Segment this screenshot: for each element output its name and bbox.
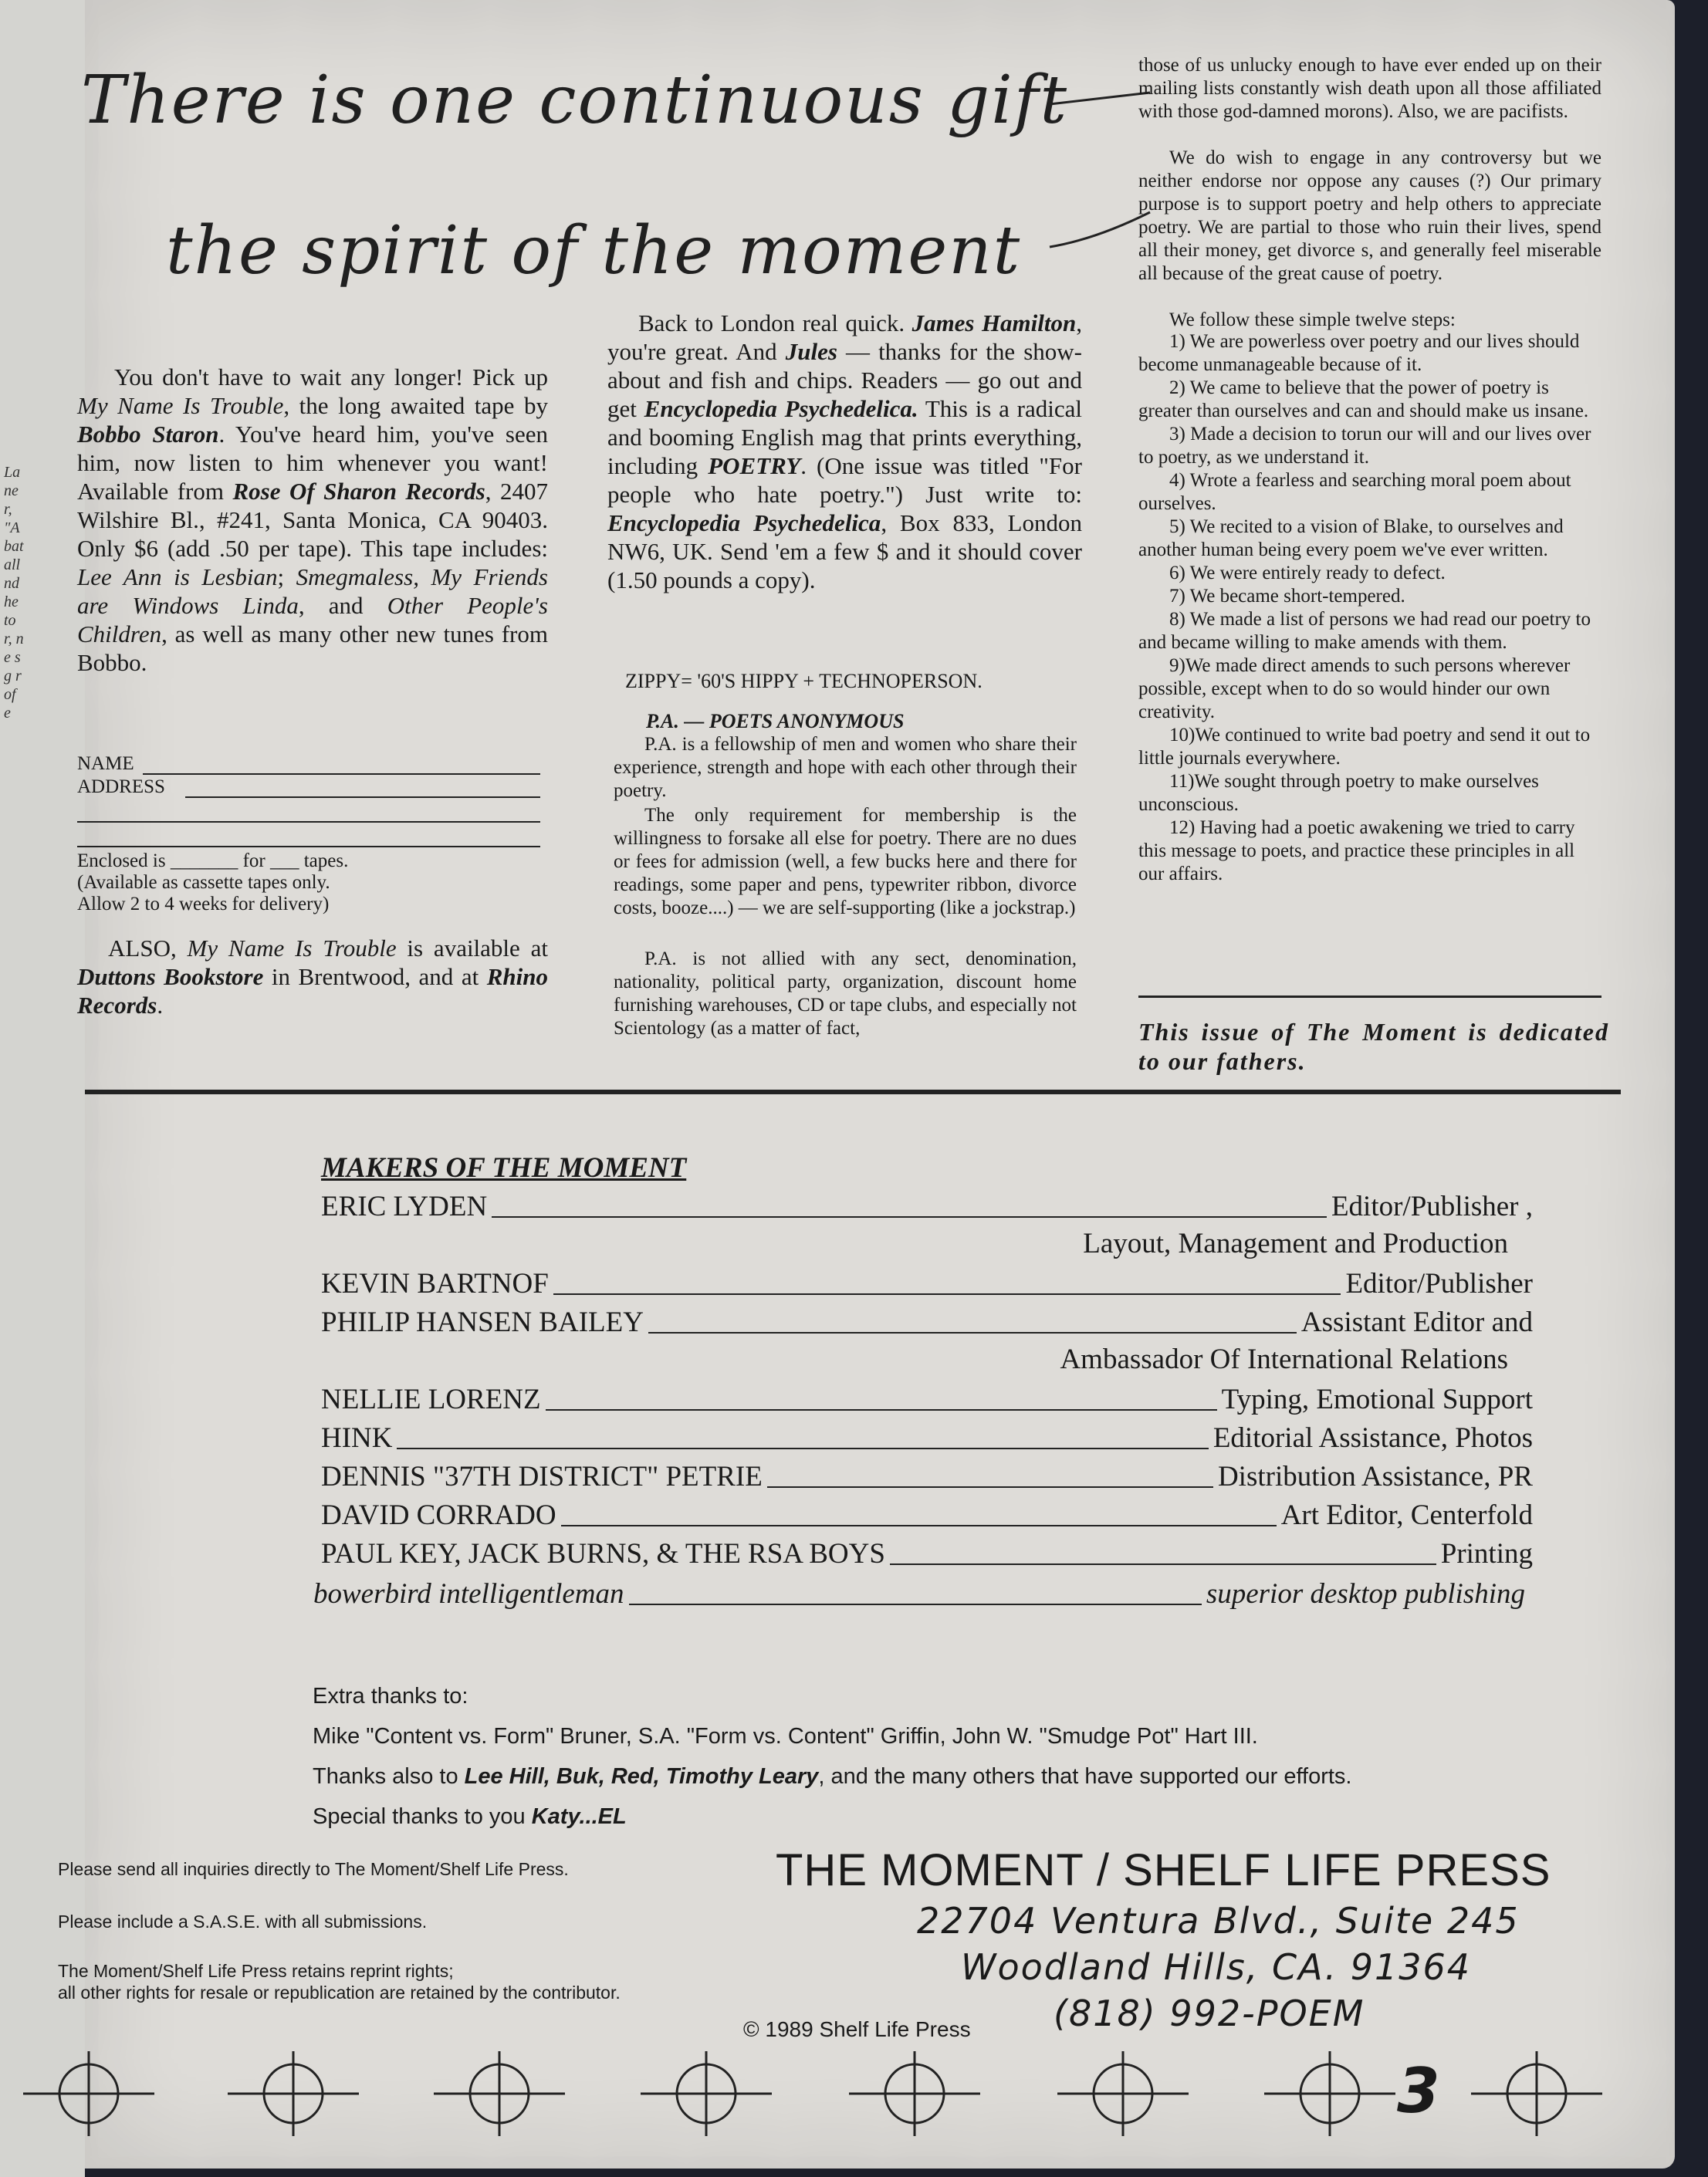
credit-role: Distribution Assistance, PR	[1217, 1461, 1533, 1492]
order-form	[77, 750, 548, 920]
credit-leader	[767, 1486, 1213, 1488]
name-label: NAME	[77, 753, 134, 774]
magazine-page	[58, 0, 1675, 2169]
copyright: © 1989 Shelf Life Press	[743, 2017, 971, 2041]
pa-continued: those of us unlucky enough to have ever ended up on their mailing lists constantly wish death upon all those affiliated with those god-damned morons). Also, we are pacifists.	[1138, 55, 1601, 122]
step-7: 7) We became short-tempered.	[1169, 586, 1405, 607]
credit-name: bowerbird intelligentleman	[313, 1578, 624, 1610]
credit-leader	[492, 1216, 1327, 1218]
tape-promo: You don't have to wait any longer! Pick up My Name Is Trouble, the long awaited tape by Bobbo Staron. You've heard him, you've seen him, now listen to him whenever you want! Available from Rose Of Sharon Records, 2407 Wilshire Bl., #241, Santa Monica, CA 90403. Only $6 (add .50 per tape). This tape includes: Lee Ann is Lesbian; Smegmaless, My Friends are Windows Linda, and Other People's Children, as well as many other new tunes from Bobbo.	[77, 363, 548, 676]
thanks-line-1: Mike "Content vs. Form" Bruner, S.A. "Form vs. Content" Griffin, John W. "Smudge Pot" Hart III.	[313, 1724, 1258, 1749]
credit-leader	[553, 1293, 1341, 1295]
crosshair-icon	[849, 2051, 980, 2136]
credit-role: Typing, Emotional Support	[1221, 1384, 1533, 1415]
pa-paragraph-2: The only requirement for membership is the willingness to forsake all else for poetry. There are no dues or fees for admission (well, a few bucks here and there for readings, some paper and pens, typewriter ribbon, divorce costs, booze....) — we are self-supporting (like a jockstrap.)	[614, 805, 1077, 918]
facing-page-text: La ner, "A bat all nd he to r, ne s g r of e	[4, 464, 24, 722]
rights-note-2: all other rights for resale or republication are retained by the contributor.	[58, 1983, 621, 2003]
credit-name: DAVID CORRADO	[321, 1499, 556, 1531]
crosshair-icon	[228, 2051, 359, 2136]
zippy-definition: ZIPPY= '60'S HIPPY + TECHNOPERSON.	[625, 670, 983, 692]
rights-note-1: The Moment/Shelf Life Press retains reprint rights;	[58, 1961, 454, 1981]
crosshair-icon	[1471, 2051, 1602, 2136]
step-5: 5) We recited to a vision of Blake, to ourselves and another human being every poem we've ever written.	[1138, 516, 1564, 560]
step-10: 10)We continued to write bad poetry and send it out to little journals everywhere.	[1138, 725, 1591, 769]
step-11: 11)We sought through poetry to make ourselves unconscious.	[1138, 771, 1539, 815]
thanks-line-3: Special thanks to you Katy...EL	[313, 1804, 627, 1829]
credit-name: KEVIN BARTNOF	[321, 1268, 549, 1300]
pa-paragraph-3: P.A. is not allied with any sect, denomination, nationality, political party, organization, discount home furnishing warehouses, CD or tape clubs, and especially not Scientology (as a matter of fact,	[614, 948, 1077, 1039]
crosshair-icon	[1057, 2051, 1189, 2136]
credit-row-dennis-petrie	[321, 1457, 1533, 1494]
credit-name: HINK	[321, 1422, 393, 1454]
also-available: ALSO, My Name Is Trouble is available at Duttons Bookstore in Brentwood, and at Rhino Records.	[77, 935, 548, 1019]
crosshair-icon	[1264, 2051, 1395, 2136]
step-12: 12) Having had a poetic awakening we tried to carry this message to poets, and practice these principles in all our affairs.	[1138, 817, 1575, 884]
step-8: 8) We made a list of persons we had read our poetry to and became willing to make amends with them.	[1138, 609, 1591, 653]
credit-leader	[546, 1409, 1217, 1411]
credit-row-printing	[321, 1534, 1533, 1571]
step-3: 3) Made a decision to torun our will and our lives over to poetry, as we understand it.	[1138, 424, 1591, 468]
twelve-steps-list	[1138, 330, 1601, 886]
headline-line-2: the spirit of the moment	[166, 212, 1022, 289]
credit-row-kevin-bartnof	[321, 1264, 1533, 1301]
facing-page-edge	[0, 0, 85, 2177]
address-label: ADDRESS	[77, 776, 165, 797]
crosshair-icon	[434, 2051, 565, 2136]
credit-name: DENNIS "37TH DISTRICT" PETRIE	[321, 1461, 763, 1492]
credit-role: superior desktop publishing	[1206, 1578, 1525, 1610]
pa-paragraph-1: P.A. is a fellowship of men and women who share their experience, strength and hope with each other through their poetry.	[614, 734, 1077, 801]
step-2: 2) We came to believe that the power of poetry is greater than ourselves and can and should make us insane.	[1138, 377, 1589, 421]
credit-name: NELLIE LORENZ	[321, 1384, 541, 1415]
credit-role: Assistant Editor and	[1300, 1307, 1533, 1338]
credit-row-philip-hansen-bailey	[321, 1303, 1533, 1340]
credit-leader	[629, 1604, 1202, 1605]
credit-role-continued-1: Layout, Management and Production	[1083, 1228, 1508, 1259]
address-field[interactable]	[185, 796, 540, 798]
inquiries-note: Please send all inquiries directly to The Moment/Shelf Life Press.	[58, 1859, 569, 1879]
credit-row-nellie-lorenz	[321, 1380, 1533, 1417]
headline-line-1: There is one continuous gift	[81, 62, 1069, 139]
credit-role: Printing	[1440, 1538, 1533, 1570]
credit-row-david-corrado	[321, 1496, 1533, 1533]
step-4: 4) Wrote a fearless and searching moral poem about ourselves.	[1138, 470, 1571, 514]
credit-leader	[397, 1448, 1208, 1449]
credits-heading: MAKERS OF THE MOMENT	[321, 1152, 687, 1184]
credit-role: Editor/Publisher ,	[1331, 1191, 1533, 1222]
press-phone: (818) 992-POEM	[1054, 1993, 1365, 2034]
step-9: 9)We made direct amends to such persons wherever possible, except when to do so would hinder our own creativity.	[1138, 655, 1571, 722]
credit-row-eric-lyden	[321, 1187, 1533, 1224]
credit-role: Editorial Assistance, Photos	[1213, 1422, 1533, 1454]
enclosed-line: Enclosed is _______ for ___ tapes.	[77, 850, 349, 871]
crosshair-icon	[23, 2051, 154, 2136]
step-1: 1) We are powerless over poetry and our lives should become unmanageable because of it.	[1138, 331, 1580, 375]
address-field-line-3[interactable]	[77, 846, 540, 847]
step-6: 6) We were entirely ready to defect.	[1169, 563, 1446, 583]
credit-name: PHILIP HANSEN BAILEY	[321, 1307, 644, 1338]
pa-purpose: We do wish to engage in any controversy but we neither endorse nor oppose any causes (?) Our primary purpose is to support poetry and help others to appreciate poetry. We are partial to those who ruin their lives, spend all their money, get divorce s, and generally feel miserable all because of the great cause of poetry.	[1138, 147, 1601, 284]
crosshair-icon	[641, 2051, 772, 2136]
credit-role-continued-2: Ambassador Of International Relations	[1060, 1344, 1508, 1375]
london-note: Back to London real quick. James Hamilton, you're great. And Jules — thanks for the show-about and fish and chips. Readers — go out and get Encyclopedia Psychedelica. This is a radical and booming English mag that prints everything, including POETRY. (One issue was titled "For people who hate poetry.") Just write to: Encyclopedia Psychedelica, Box 833, London NW6, UK. Send 'em a few $ and it should cover (1.50 pounds a copy).	[607, 309, 1082, 593]
credit-name: PAUL KEY, JACK BURNS, & THE RSA BOYS	[321, 1538, 885, 1570]
credit-row-desktop-publishing	[313, 1574, 1525, 1611]
twelve-steps-intro: We follow these simple twelve steps:	[1169, 309, 1456, 330]
cassette-note: (Available as cassette tapes only.	[77, 872, 330, 893]
credit-leader	[561, 1525, 1277, 1526]
name-field[interactable]	[143, 773, 540, 775]
thanks-line-2: Thanks also to Lee Hill, Buk, Red, Timothy Leary, and the many others that have supported our efforts.	[313, 1764, 1352, 1789]
press-name: THE MOMENT / SHELF LIFE PRESS	[776, 1845, 1551, 1895]
section-divider	[85, 1090, 1621, 1094]
credit-row-hink	[321, 1418, 1533, 1455]
press-address-2: Woodland Hills, CA. 91364	[961, 1946, 1472, 1988]
credit-role: Editor/Publisher	[1345, 1268, 1533, 1300]
dedication-rule	[1138, 996, 1601, 998]
dedication: This issue of The Moment is dedicated to our fathers.	[1138, 1018, 1609, 1075]
credit-name: ERIC LYDEN	[321, 1191, 488, 1222]
address-field-line-2[interactable]	[77, 821, 540, 823]
press-address-1: 22704 Ventura Blvd., Suite 245	[917, 1900, 1520, 1942]
page-number: 3	[1397, 2055, 1440, 2127]
thanks-title: Extra thanks to:	[313, 1684, 468, 1709]
pa-heading: P.A. — POETS ANONYMOUS	[646, 710, 905, 732]
credit-role: Art Editor, Centerfold	[1280, 1499, 1533, 1531]
credit-leader	[890, 1563, 1436, 1565]
credit-leader	[648, 1332, 1297, 1334]
delivery-note: Allow 2 to 4 weeks for delivery)	[77, 894, 330, 914]
sase-note: Please include a S.A.S.E. with all submissions.	[58, 1912, 428, 1932]
